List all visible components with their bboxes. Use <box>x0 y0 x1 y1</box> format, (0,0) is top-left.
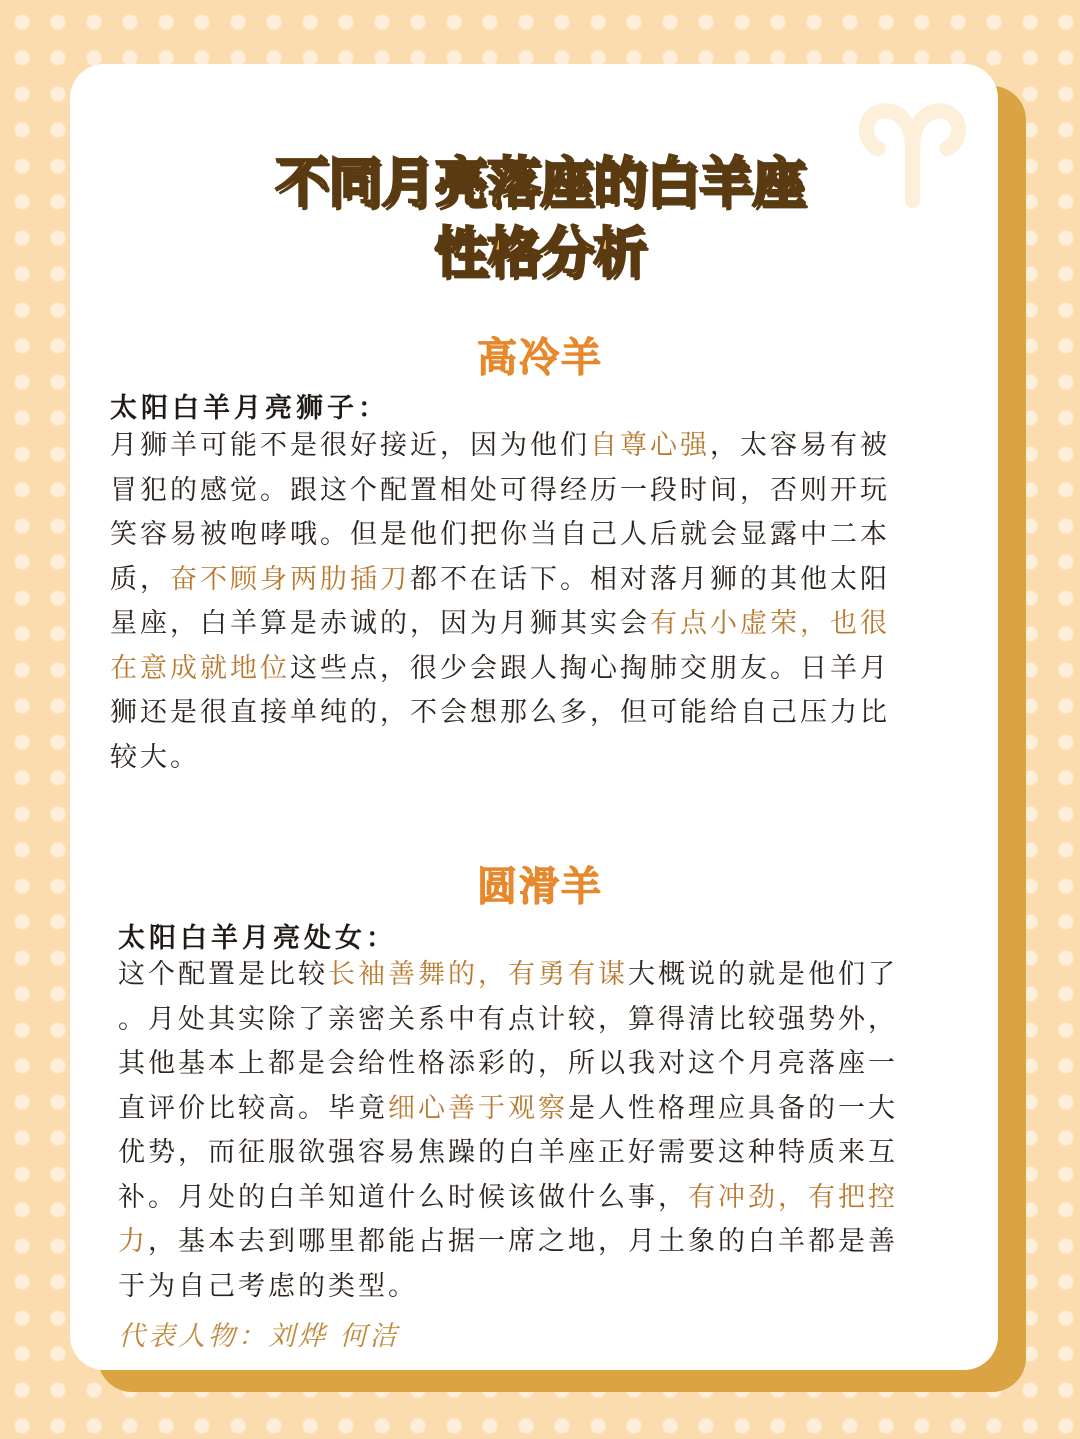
section-title-1: 高冷羊 <box>477 335 603 381</box>
paragraph-line <box>110 430 890 461</box>
highlight-text: 奋不顾身两肋插刀 <box>170 563 410 595</box>
highlight-text: 细心善于观察 <box>388 1092 568 1124</box>
paragraph-line <box>118 1004 898 1035</box>
section-paragraph-1 <box>110 424 890 780</box>
paragraph-line <box>110 519 890 550</box>
section-subtitle-1: 太阳白羊月亮狮子： <box>110 393 389 424</box>
page-title-line-1: 不同月亮落座的白羊座 <box>275 151 805 214</box>
body-text: ，太容易有被 <box>710 430 890 461</box>
body-text: 笑容易被咆哮哦。但是他们把你当自己人后就会显露中二本 <box>110 519 890 550</box>
highlight-text: 自尊心强 <box>590 430 710 461</box>
section-paragraph-2 <box>118 953 898 1309</box>
paragraph-line <box>110 608 890 639</box>
section-subtitle-2: 太阳白羊月亮处女： <box>118 923 397 954</box>
paragraph-line <box>118 1271 418 1302</box>
section-title-2: 圆滑羊 <box>477 864 603 910</box>
highlight-text: 有冲劲，有把控 <box>688 1181 898 1213</box>
highlight-text: 有点小虚荣，也很 <box>650 608 890 639</box>
body-text: 优势，而征服欲强容易焦躁的白羊座正好需要这种特质来互 <box>118 1137 898 1168</box>
body-text: 月狮羊可能不是很好接近，因为他们 <box>110 430 590 461</box>
paragraph-line <box>110 475 890 506</box>
body-text: 这些点，很少会跟人掏心掏肺交朋友。日羊月 <box>290 652 890 684</box>
paragraph-line <box>110 653 890 684</box>
body-text: 都不在话下。相对落月狮的其他太阳 <box>410 563 890 595</box>
body-text: 直评价比较高。毕竟 <box>118 1092 388 1124</box>
body-text: 冒犯的感觉。跟这个配置相处可得经历一段时间，否则开玩 <box>110 474 890 506</box>
paragraph-line <box>118 1182 898 1213</box>
paragraph-line <box>110 742 200 773</box>
body-text: 较大。 <box>110 741 200 773</box>
page-title-line-2: 性格分析 <box>434 221 646 284</box>
body-text: 这个配置是比较 <box>118 959 328 990</box>
body-text: 星座，白羊算是赤诚的，因为月狮其实会 <box>110 608 650 639</box>
highlight-text: 在意成就地位 <box>110 652 290 684</box>
body-text: ，基本去到哪里都能占据一席之地，月土象的白羊都是善 <box>148 1226 898 1257</box>
paragraph-line <box>118 959 898 990</box>
body-text: 是人性格理应具备的一大 <box>568 1092 898 1124</box>
paragraph-line <box>118 1048 898 1079</box>
body-text: 狮还是很直接单纯的，不会想那么多，但可能给自己压力比 <box>110 697 890 728</box>
highlight-text: 长袖善舞的，有勇有谋 <box>328 959 628 990</box>
highlight-text: 力 <box>118 1226 148 1257</box>
body-text: 质， <box>110 563 170 595</box>
body-text: 其他基本上都是会给性格添彩的，所以我对这个月亮落座一 <box>118 1048 898 1079</box>
body-text: 。月处其实除了亲密关系中有点计较，算得清比较强势外， <box>118 1003 898 1035</box>
paragraph-line <box>118 1226 898 1257</box>
paragraph-line <box>110 697 890 728</box>
representatives-text: 代表人物：刘烨 何洁 <box>118 1321 400 1352</box>
body-text: 大概说的就是他们了 <box>628 959 898 990</box>
paragraph-line <box>110 564 890 595</box>
body-text: 补。月处的白羊知道什么时候该做什么事， <box>118 1181 688 1213</box>
paragraph-line <box>118 1137 898 1168</box>
paragraph-line <box>118 1093 898 1124</box>
body-text: 于为自己考虑的类型。 <box>118 1270 418 1302</box>
